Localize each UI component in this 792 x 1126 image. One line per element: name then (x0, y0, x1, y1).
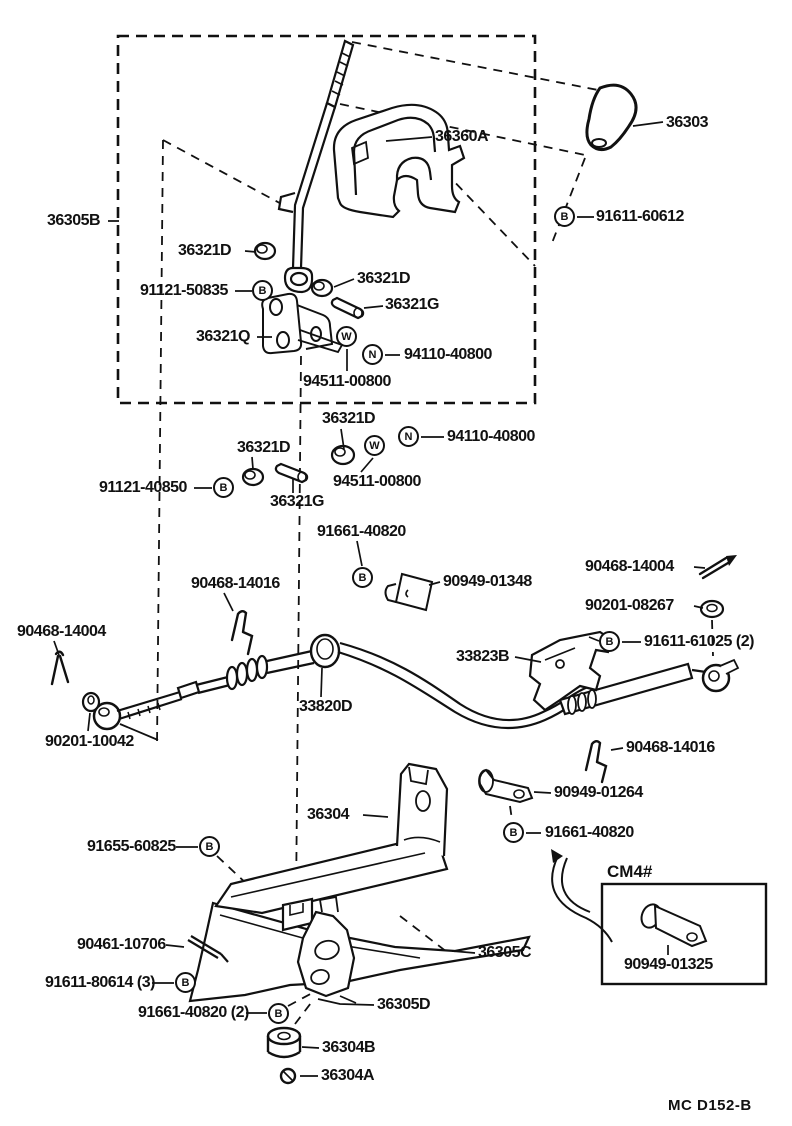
part-label-90949-01264: 90949-01264 (554, 784, 643, 801)
part-label-91121-50835: 91121-50835 (140, 282, 228, 299)
part-label-36304B: 36304B (322, 1039, 376, 1056)
support-bracket-36304-art (188, 764, 532, 1003)
part-label-36321D-4: 36321D (237, 439, 291, 456)
part-label-91661-40820-2: 91661-40820 (545, 824, 634, 841)
part-label-90201-08267: 90201-08267 (585, 597, 674, 614)
clamp-plate-90949-01348-art (386, 574, 433, 610)
callout-B-3: B (213, 477, 234, 498)
part-label-33823B: 33823B (456, 648, 510, 665)
callout-W-1: W (336, 326, 357, 347)
part-label-94110-40800-1: 94110-40800 (404, 346, 492, 363)
part-label-36321D-3: 36321D (322, 410, 376, 427)
part-label-36360A: 36360A (435, 128, 489, 145)
callout-B-4: B (352, 567, 373, 588)
inset-title-cm4: CM4# (607, 862, 653, 881)
part-label-90949-01348: 90949-01348 (443, 573, 532, 590)
part-label-36303: 36303 (666, 114, 708, 131)
part-label-36305D: 36305D (377, 996, 431, 1013)
part-label-36304: 36304 (307, 806, 349, 823)
part-label-94511-00800-2: 94511-00800 (333, 473, 421, 490)
lever-bracket-36321Q-art (262, 294, 342, 353)
part-label-36321D-2: 36321D (357, 270, 411, 287)
part-label-94511-00800-1: 94511-00800 (303, 373, 391, 390)
part-label-90949-01325: 90949-01325 (624, 956, 713, 973)
part-label-90468-14004-1: 90468-14004 (17, 623, 106, 640)
part-label-91655-60825: 91655-60825 (87, 838, 176, 855)
part-label-91661-40820-qty2: 91661-40820 (2) (138, 1004, 249, 1021)
callout-B-7: B (199, 836, 220, 857)
callout-B-1: B (554, 206, 575, 227)
callout-N-1: N (362, 344, 383, 365)
part-label-91661-40820-1: 91661-40820 (317, 523, 406, 540)
part-label-91611-60612: 91611-60612 (596, 208, 684, 225)
part-label-36304A: 36304A (321, 1067, 375, 1084)
part-label-36321Q: 36321Q (196, 328, 250, 345)
part-label-91611-61025: 91611-61025 (2) (644, 633, 754, 650)
part-label-36321G-1: 36321G (385, 296, 439, 313)
callout-B-2: B (252, 280, 273, 301)
part-label-90468-14004-2: 90468-14004 (585, 558, 674, 575)
part-label-90468-14016-2: 90468-14016 (626, 739, 715, 756)
part-label-36305B: 36305B (47, 212, 101, 229)
callout-B-8: B (175, 972, 196, 993)
part-label-91611-80614: 91611-80614 (3) (45, 974, 155, 991)
callout-B-6: B (503, 822, 524, 843)
part-label-36321D-1: 36321D (178, 242, 232, 259)
part-label-90461-10706: 90461-10706 (77, 936, 166, 953)
callout-W-2: W (364, 435, 385, 456)
shift-knob-36303-art (587, 85, 636, 149)
part-label-91121-40850: 91121-40850 (99, 479, 187, 496)
callout-N-2: N (398, 426, 419, 447)
part-label-90201-10042: 90201-10042 (45, 733, 134, 750)
callout-B-5: B (599, 631, 620, 652)
clamp-90949-01264-art (479, 770, 532, 802)
part-label-33820D: 33820D (299, 698, 353, 715)
part-label-90468-14016-1: 90468-14016 (191, 575, 280, 592)
retainer-bracket-36360A-art (334, 105, 464, 217)
part-label-36305C: 36305C (478, 944, 532, 961)
control-cable-33820D-art (94, 635, 738, 740)
callout-B-9: B (268, 1003, 289, 1024)
part-label-94110-40800-2: 94110-40800 (447, 428, 535, 445)
grommet-36304B-art (268, 1028, 300, 1083)
part-label-36321G-2: 36321G (270, 493, 324, 510)
diagram-code: MC D152-B (668, 1097, 752, 1114)
